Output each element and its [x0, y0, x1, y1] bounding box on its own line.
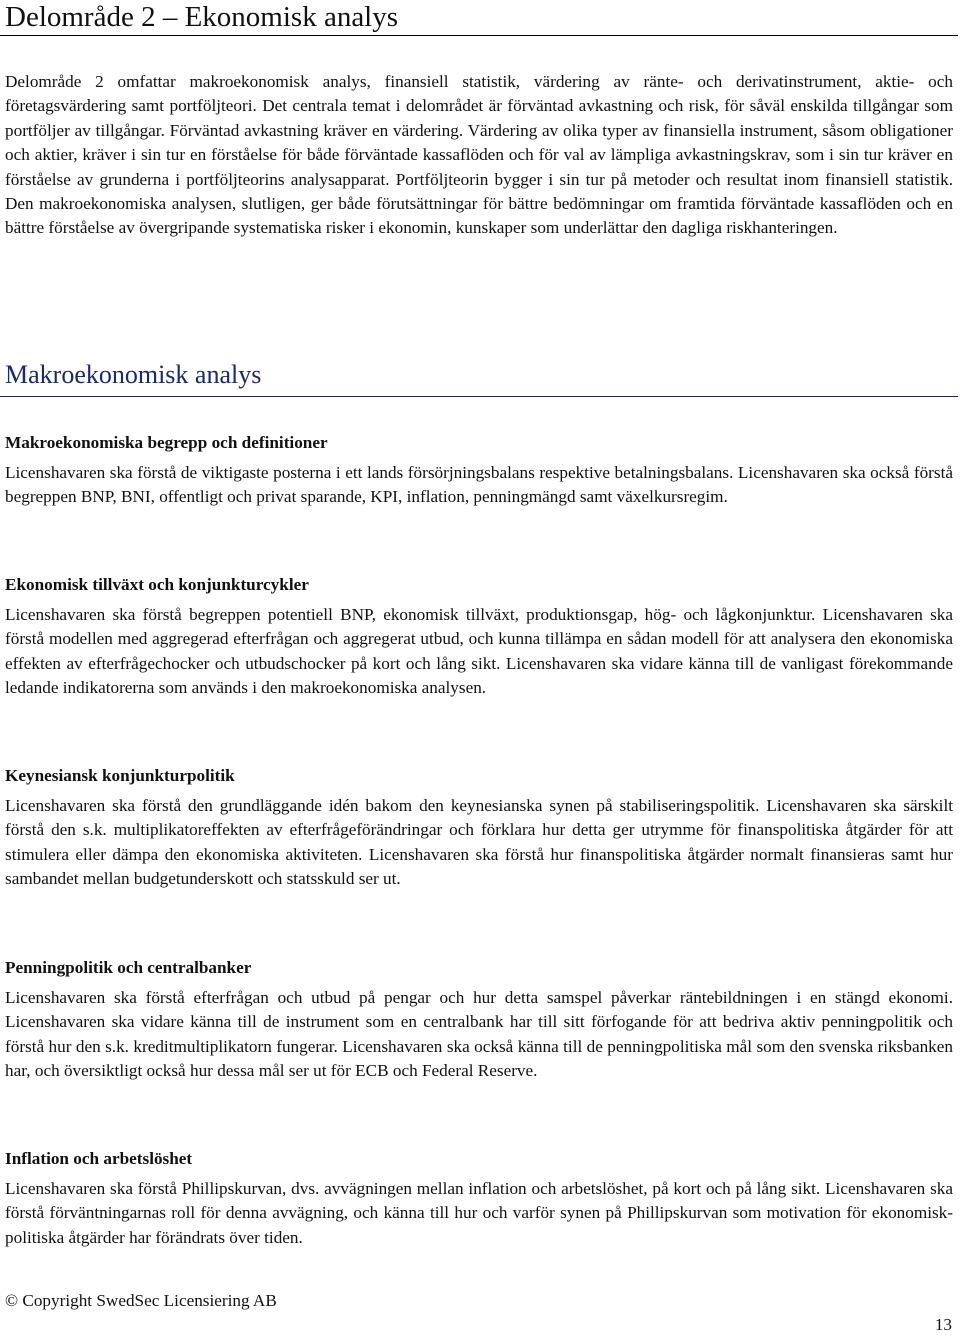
subsection-makroekonomiska-begrepp	[5, 431, 953, 510]
section-title: Makroekonomisk analys	[5, 360, 262, 389]
subsection-paragraph: Licenshavaren ska förstå den grundläggande idén bakom den keynesianska synen på stabiliseringspolitik. Licenshavaren ska särskilt förstå den s.k. multiplikatoreffekten av efterfrågeförändringar och förklara hur detta ger utrymme för finanspolitiska åtgärder för att stimulera eller dämpa den ekonomiska aktiviteten. Licenshavaren ska förstå hur finanspolitiska åtgärder normalt finansieras samt hur sambandet mellan budgetunderskott och statsskuld ser ut.	[5, 796, 953, 889]
page-title: Delområde 2 – Ekonomisk analys	[5, 1, 399, 33]
footer-copyright: © Copyright SwedSec Licensiering AB	[5, 1291, 277, 1310]
subsection-penningpolitik	[5, 956, 953, 1084]
subsection-paragraph: Licenshavaren ska förstå begreppen potentiell BNP, ekonomisk tillväxt, produktionsgap, hög- och lågkonjunktur. Licenshavaren ska förstå modellen med aggregerad efterfrågan och aggregerat utbud, och kunna tillämpa en sådan modell för att analysera den ekonomiska effekten av efterfrågechocker och utbudschocker på kort och lång sikt. Licenshavaren ska vidare känna till de vanligast förekommande ledande indikatorerna som används i den makroekonomiska analysen.	[5, 605, 953, 698]
subsection-heading: Inflation och arbetslöshet	[5, 1149, 193, 1168]
subsection-paragraph: Licenshavaren ska förstå de viktigaste posterna i ett lands försörjningsbalans respektive betalningsbalans. Licenshavaren ska också förstå begreppen BNP, BNI, offentligt och privat sparande, KPI, inflation, penningmängd samt växelkursregim.	[5, 463, 953, 507]
subsection-inflation-arbetsloshet	[5, 1147, 953, 1250]
subsection-heading: Keynesiansk konjunkturpolitik	[5, 766, 235, 785]
subsection-heading: Penningpolitik och centralbanker	[5, 958, 252, 977]
subsection-heading: Ekonomisk tillväxt och konjunkturcykler	[5, 575, 309, 594]
section-divider	[0, 396, 958, 397]
subsection-paragraph: Licenshavaren ska förstå efterfrågan och utbud på pengar och hur detta samspel påverkar räntebildningen i en stängd ekonomi. Licenshavaren ska vidare känna till de instrument som en centralbank har till sitt förfogande för att bedriva aktiv penningpolitik och förstå hur den s.k. kreditmultiplikatorn fungerar. Licenshavaren ska också känna till de penningpolitiska mål som den svenska riksbanken har, och översiktligt också hur dessa mål ser ut för ECB och Federal Reserve.	[5, 988, 953, 1081]
page-number: 13	[934, 1315, 952, 1334]
title-divider	[0, 35, 958, 36]
subsection-paragraph: Licenshavaren ska förstå Phillipskurvan, dvs. avvägningen mellan inflation och arbetslöshet, på kort och på lång sikt. Licenshavaren ska förstå förväntningarnas roll för denna avvägning, och känna till hur och varför synen på Phillipskurvan som motivation för ekonomisk-politiska åtgärder har förändrats över tiden.	[5, 1179, 953, 1247]
intro-paragraph: Delområde 2 omfattar makroekonomisk analys, finansiell statistik, värdering av ränte- och derivatinstrument, aktie- och företagsvärdering samt portföljteori. Det centrala temat i delområdet är förväntad avkastning och risk, för såväl enskilda tillgångar som portföljer av tillgångar. Förväntad avkastning kräver en värdering. Värdering av olika typer av finansiella instrument, såsom obligationer och aktier, kräver i sin tur en förståelse för både förväntade kassaflöden och för val av lämpliga avkastningskrav, som i sin tur kräver en förståelse av grunderna i portföljteorins analysapparat. Portföljteorin bygger i sin tur på metoder och resultat inom finansiell statistik. Den makroekonomiska analysen, slutligen, ger både förutsättningar för bättre bedömningar om framtida förväntade kassaflöden och en bättre förståelse av övergripande systematiska risker i ekonomin, kunskaper som underlättar den dagliga riskhanteringen.	[5, 72, 953, 238]
subsection-ekonomisk-tillvaxt	[5, 573, 953, 701]
subsection-keynesiansk-konjunkturpolitik	[5, 764, 953, 892]
subsection-heading: Makroekonomiska begrepp och definitioner	[5, 433, 328, 452]
